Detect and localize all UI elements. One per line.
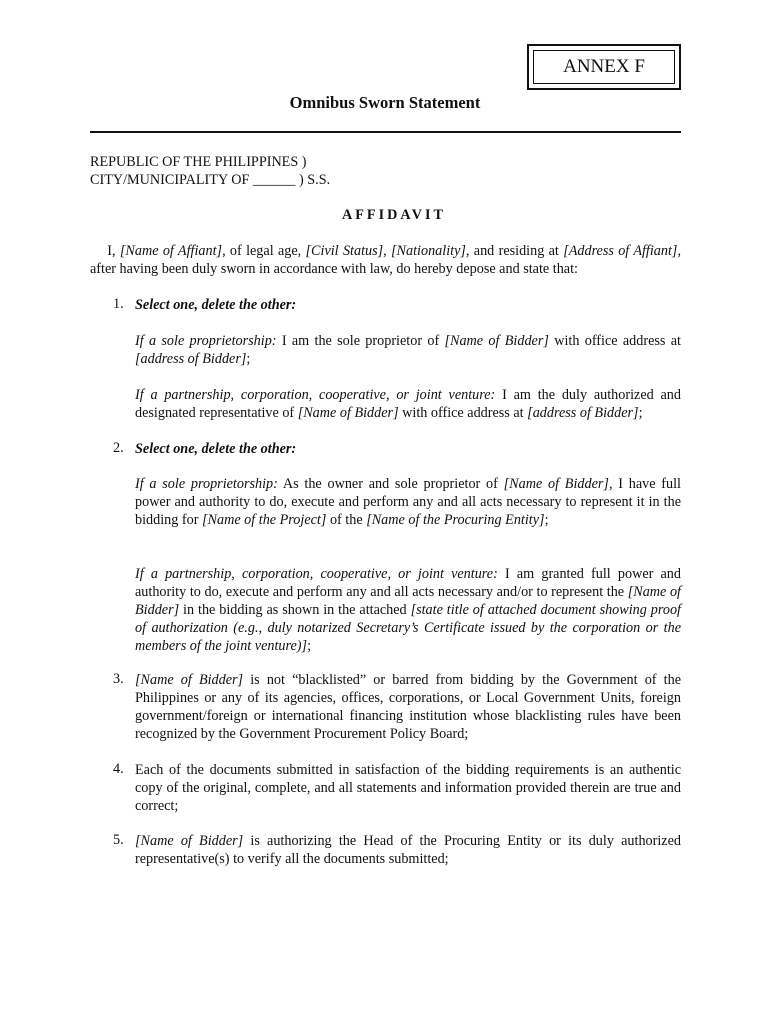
item-2b-bidder-placeholder: [Name of Bidder]: [135, 584, 681, 618]
item-2a-text-3: of the: [326, 512, 367, 528]
intro-text-4: , and residing at: [465, 243, 564, 259]
intro-text-5: , after having been duly sworn in accordance with law, do hereby depose and state that:: [90, 243, 682, 277]
item-number-5: 5.: [113, 832, 124, 848]
item-1a-text-1: I am the sole proprietor of: [276, 333, 445, 349]
item-2b-text-2: in the bidding as shown in the attached: [179, 602, 411, 618]
item-1b-address-placeholder: [address of Bidder]: [527, 405, 639, 421]
intro-paragraph: [90, 242, 681, 278]
item-number-2: 2.: [113, 440, 124, 456]
item-1a-address-placeholder: [address of Bidder]: [135, 351, 247, 367]
venue-block: [90, 153, 330, 189]
item-5-bidder-placeholder: [Name of Bidder]: [135, 833, 244, 849]
item-2b-text-3: ;: [307, 638, 312, 654]
item-2a-project-placeholder: [Name of the Project]: [202, 512, 327, 528]
item-3-bidder-placeholder: [Name of Bidder]: [135, 672, 244, 688]
affidavit-heading: AFFIDAVIT: [342, 207, 446, 223]
item-2b-lead: If a partnership, corporation, cooperative, or joint venture:: [135, 566, 498, 582]
item-1b-lead: If a partnership, corporation, cooperative, or joint venture:: [135, 387, 496, 403]
item-1a-text-3: ;: [246, 351, 251, 367]
item-5-body: is authorizing the Head of the Procuring Entity or its duly authorized representative(s) to verify all the documents submitted;: [135, 833, 681, 867]
item-5-text: [135, 832, 681, 868]
annex-label: ANNEX F: [533, 50, 675, 84]
intro-text-2: , of legal age,: [222, 243, 306, 259]
item-1-heading: [135, 296, 681, 314]
item-2b-text-1: I am granted full power and authority to do, execute and perform any and all acts necessary and/or to represent the: [135, 566, 681, 600]
item-2-instruction: Select one, delete the other:: [135, 441, 297, 457]
item-1b-text-1: I am the duly authorized and designated representative of: [135, 387, 681, 421]
civil-status-placeholder: [Civil Status]: [305, 243, 384, 259]
document-title: Omnibus Sworn Statement: [289, 93, 481, 112]
nationality-placeholder: [Nationality]: [391, 243, 466, 259]
item-number-1: 1.: [113, 296, 124, 312]
item-2b-document-placeholder: [state title of attached document showing proof of authorization (e.g., duly notarized Secretary’s Certificate issued by the corporation or the members of the joint venture)]: [135, 602, 681, 654]
item-2a-bidder-placeholder: [Name of Bidder]: [503, 476, 609, 492]
title-divider: [90, 131, 681, 133]
affiant-name-placeholder: [Name of Affiant]: [119, 243, 223, 259]
venue-line-1: REPUBLIC OF THE PHILIPPINES ): [90, 154, 307, 170]
item-2a-text-4: ;: [544, 512, 549, 528]
item-1b-bidder-placeholder: [Name of Bidder]: [297, 405, 399, 421]
item-number-4: 4.: [113, 761, 124, 777]
item-2a-text-2: , I have full power and authority to do, execute and perform any and all acts necessary to represent it in the bidding for: [135, 476, 681, 528]
item-2a-lead: If a sole proprietorship:: [135, 476, 278, 492]
item-1-option-b: [135, 386, 681, 422]
item-1a-bidder-placeholder: [Name of Bidder]: [444, 333, 549, 349]
address-placeholder: [Address of Affiant]: [563, 243, 678, 259]
item-1a-lead: If a sole proprietorship:: [135, 333, 277, 349]
item-1-instruction: Select one, delete the other:: [135, 297, 297, 313]
item-2-option-b: [135, 565, 681, 655]
annex-box: [527, 44, 681, 90]
item-3-body: is not “blacklisted” or barred from bidding by the Government of the Philippines or any of its agencies, offices, corporations, or Local Government Units, foreign government/foreign or international financing institution whose blacklisting rules have been recognized by the Government Procurement Policy Board;: [135, 672, 681, 742]
item-1a-text-2: with office address at: [548, 333, 681, 349]
item-2a-text-1: As the owner and sole proprietor of: [277, 476, 504, 492]
item-2-option-a: [135, 475, 681, 529]
intro-text-3: ,: [383, 243, 392, 259]
item-2a-entity-placeholder: [Name of the Procuring Entity]: [366, 512, 545, 528]
item-2-heading: [135, 440, 681, 458]
item-1b-text-3: ;: [638, 405, 643, 421]
item-4-text: Each of the documents submitted in satisfaction of the bidding requirements is an authentic copy of the original, complete, and all statements and information provided therein are true and correct;: [135, 762, 681, 814]
venue-line-2: CITY/MUNICIPALITY OF ______ ) S.S.: [90, 172, 331, 188]
item-3-text: [135, 671, 681, 743]
item-number-3: 3.: [113, 671, 124, 687]
item-1-option-a: [135, 332, 681, 368]
intro-text-1: I,: [107, 243, 120, 259]
item-1b-text-2: with office address at: [398, 405, 528, 421]
